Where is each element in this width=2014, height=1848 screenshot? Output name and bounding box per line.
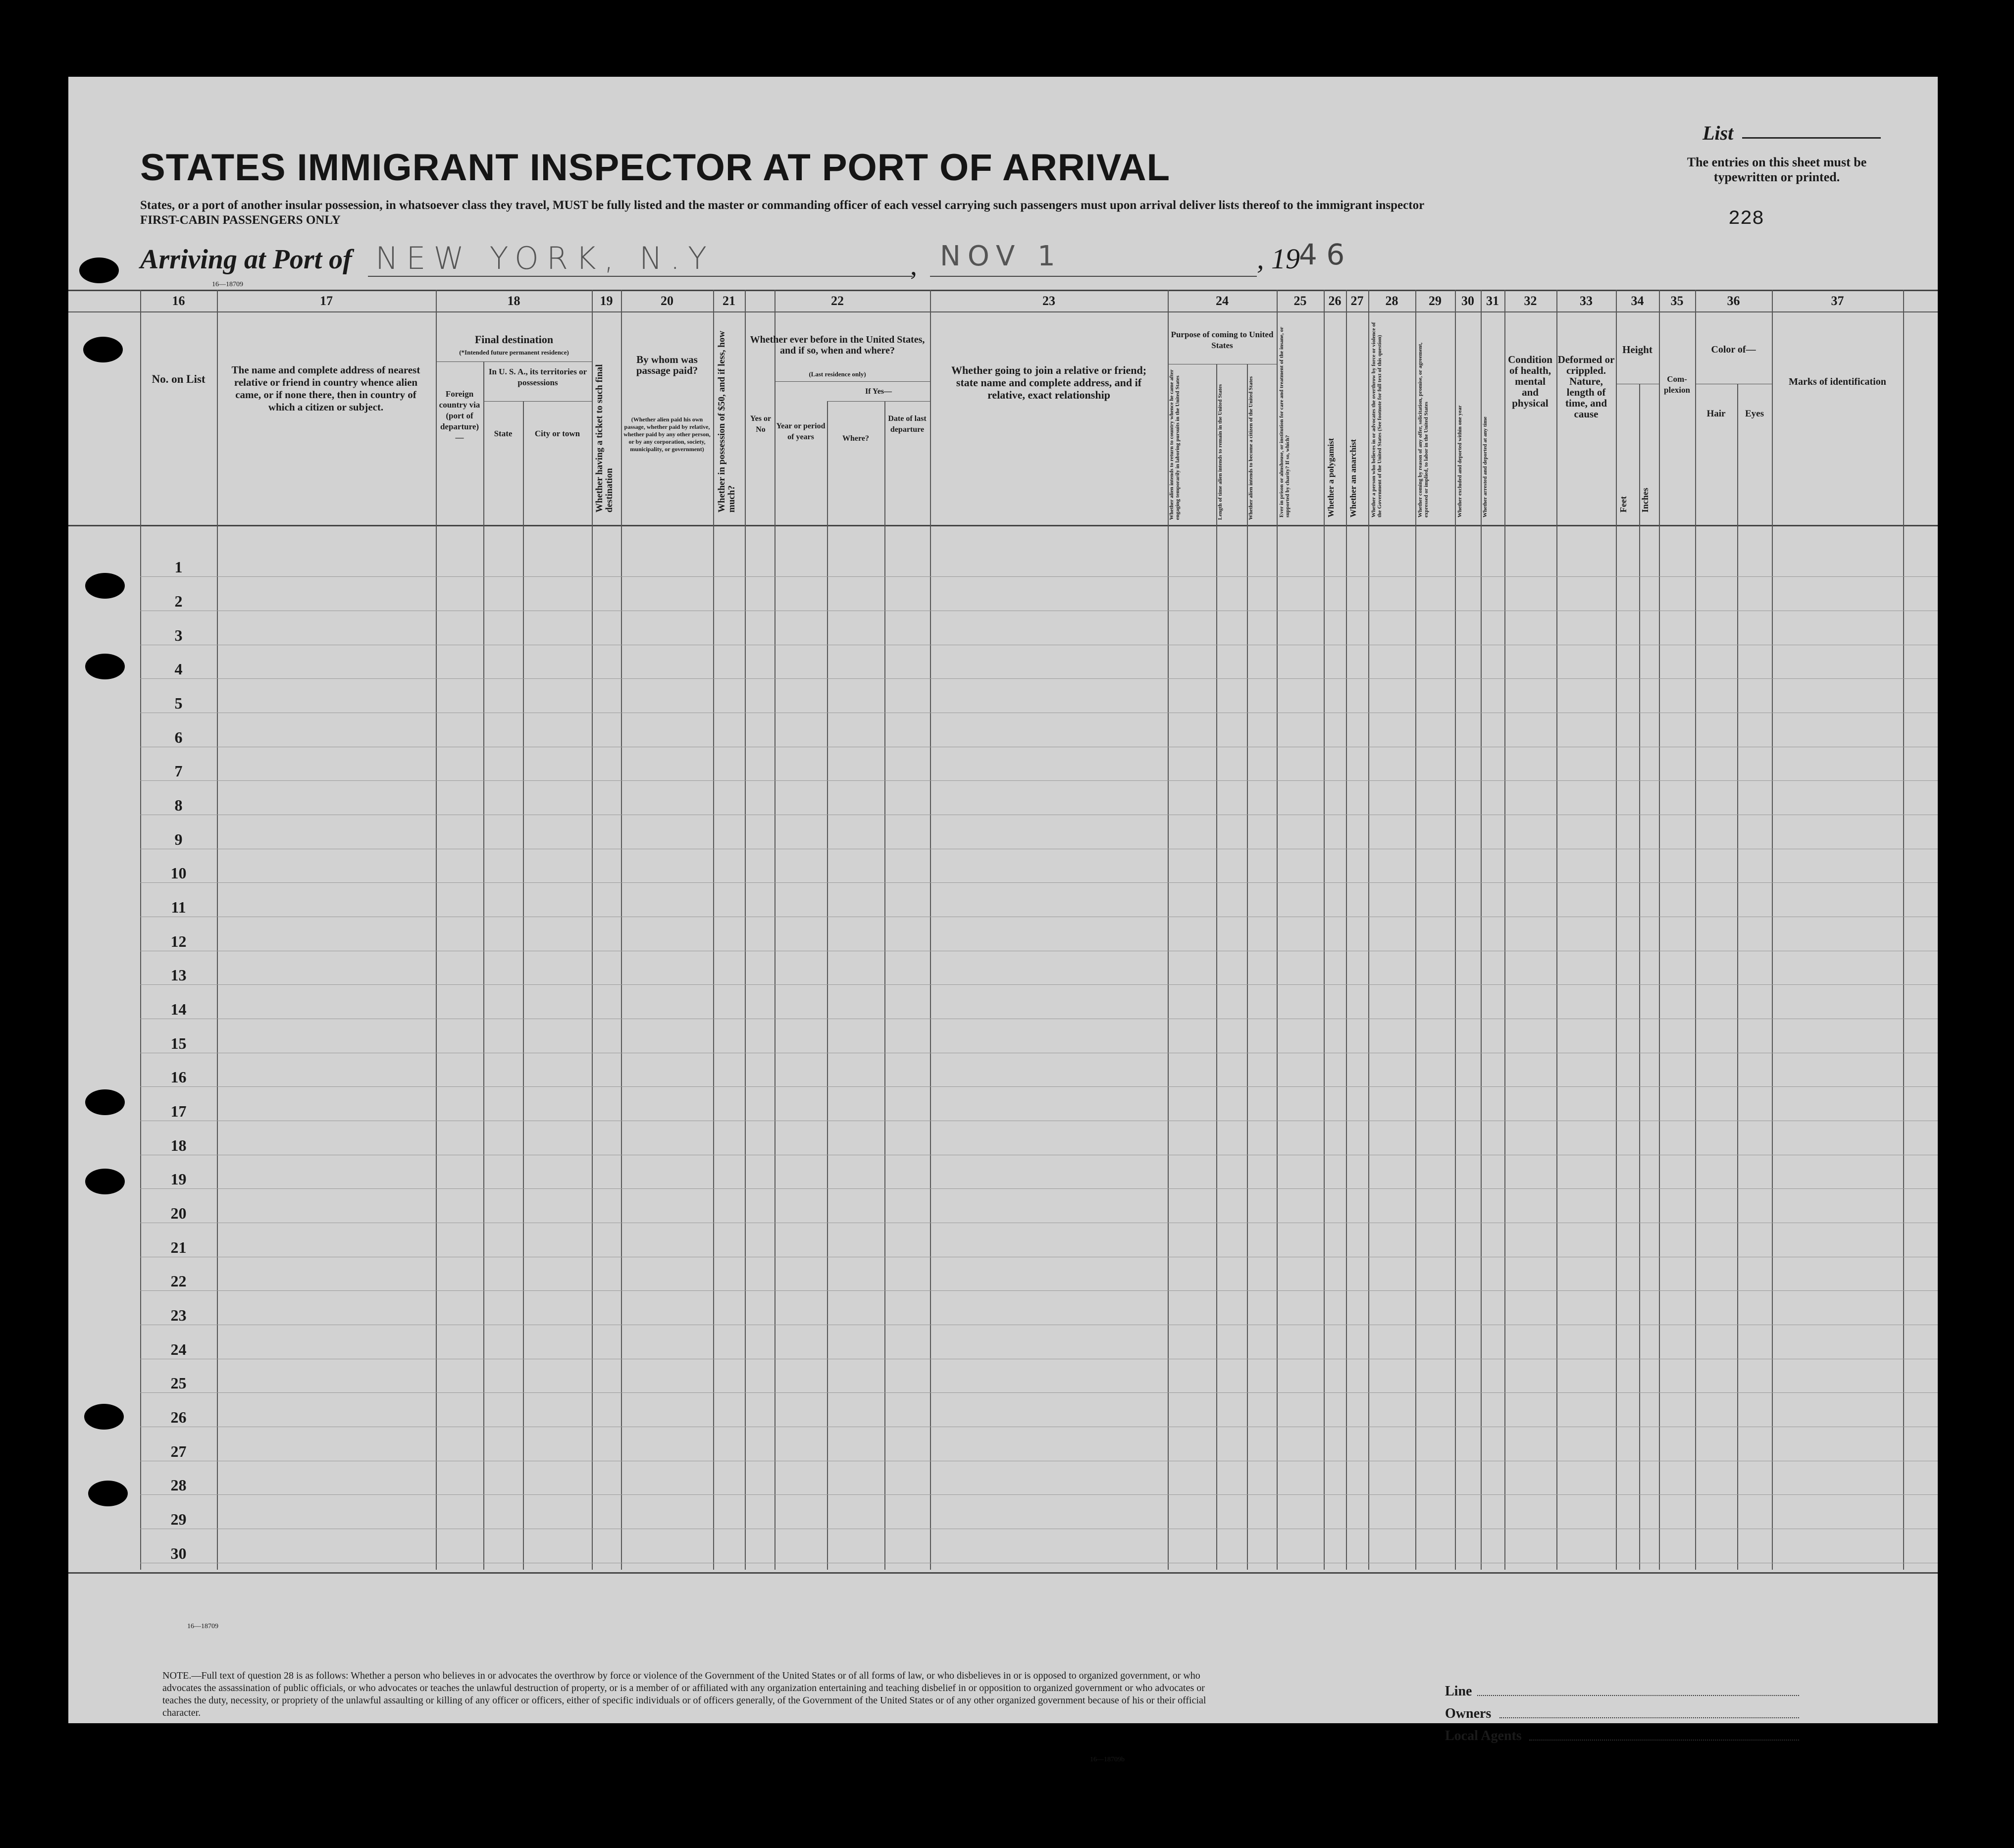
header-foreign-country: Foreign country via (port of departure)— [439, 389, 480, 442]
row-number: 2 [174, 592, 183, 611]
col-divider [1481, 290, 1482, 1570]
row-number: 10 [170, 864, 187, 882]
header-marks: Marks of identification [1789, 376, 1886, 387]
col-divider [592, 290, 593, 1570]
row-number: 8 [174, 796, 183, 815]
table-top-border [68, 290, 1938, 291]
col-divider [930, 290, 931, 1570]
header-feet: Feet [1618, 496, 1628, 513]
owners-field[interactable] [1499, 1717, 1799, 1718]
arrival-date-value[interactable]: NOV 1 [940, 240, 1062, 272]
row-number: 6 [174, 728, 183, 746]
typewritten-note: The entries on this sheet must be typewritten or printed. [1687, 155, 1867, 184]
header-purpose-return: Whether alien intends to return to country whence he came after engaging temporarily in laboring pursuits in the United States [1169, 369, 1181, 520]
subheader-divider [436, 361, 592, 362]
local-agents-label: Local Agents [1445, 1728, 1522, 1744]
header-final-destination: Final destination [474, 333, 554, 346]
header-inches: Inches [1640, 487, 1650, 513]
header-purpose-length: Length of time alien intends to remain in the United States [1217, 384, 1223, 520]
header-prison: Ever in prison or almshouse, or institution for care and treatment of the insane, or supported by charity? If so, which? [1279, 327, 1291, 517]
col-divider [1277, 290, 1278, 1570]
header-anarchist: Whether an anarchist [1348, 439, 1358, 517]
header-year-period: Year or period of years [776, 422, 826, 441]
subheader-divider [827, 401, 930, 402]
header-ever-before-sub: (Last residence only) [809, 370, 866, 378]
col-number-20: 20 [661, 294, 673, 308]
col-number-32: 32 [1524, 294, 1537, 308]
header-passage-paid: By whom was passage paid? [636, 354, 698, 376]
header-purpose-citizen: Whether alien intends to become a citizen of the United States [1248, 376, 1254, 520]
header-date-departure: Date of last departure [888, 414, 927, 434]
owners-label: Owners [1445, 1706, 1492, 1721]
form-code: 16—18709 [187, 1623, 218, 1630]
manifest-sheet [68, 77, 1938, 1763]
header-state: State [494, 429, 513, 438]
header-height: Height [1622, 344, 1653, 356]
row-number: 3 [174, 626, 183, 644]
col-number-28: 28 [1385, 294, 1398, 308]
row-number: 25 [170, 1374, 187, 1392]
port-underline [368, 276, 913, 277]
row-number: 14 [170, 1000, 187, 1019]
row-number: 18 [170, 1136, 187, 1154]
punch-hole [85, 1169, 125, 1194]
header-health: Condition of health, mental and physical [1508, 354, 1552, 409]
col-divider [1772, 290, 1773, 1570]
col-divider [745, 290, 746, 1570]
header-ever-before: Whether ever before in the United States, and if so, when and where? [750, 334, 925, 356]
header-bottom-border [68, 525, 1938, 526]
header-final-destination-sub: (*Intended future permanent residence) [459, 349, 569, 356]
header-color-of: Color of— [1711, 344, 1756, 355]
header-no-on-list: No. on List [152, 373, 206, 385]
subtitle-line-1: States, or a port of another insular possession, in whatsoever class they travel, MUST be fully listed and the master or commanding officer of each vessel carrying such passengers must upon arrival deliver lists thereof to the immigrant inspector [140, 199, 1425, 212]
row-number: 1 [174, 558, 183, 576]
col-number-24: 24 [1216, 294, 1229, 308]
date-underline [930, 276, 1257, 277]
row-number: 20 [170, 1204, 187, 1223]
list-label: List [1703, 122, 1734, 144]
header-ticket: Whether having a ticket to such final destination [594, 364, 615, 513]
table-row[interactable] [140, 1392, 1938, 1393]
col-divider [621, 290, 622, 1570]
row-number: 7 [174, 762, 183, 780]
header-nearest-relative: The name and complete address of nearest relative or friend in country whence alien came, or if none there, then in country of which a citizen or subject. [231, 364, 420, 413]
table-row[interactable] [140, 1494, 1938, 1495]
col-divider [1346, 290, 1347, 1570]
punch-hole [79, 257, 119, 283]
col-divider [1504, 290, 1505, 1570]
header-in-usa: In U. S. A., its territories or possessions [488, 367, 587, 387]
row-number: 28 [170, 1476, 187, 1494]
header-hair: Hair [1706, 409, 1726, 419]
col-number-26: 26 [1328, 294, 1342, 308]
col-divider [1368, 290, 1369, 1570]
comma-separator: , [910, 251, 917, 281]
row-number: 17 [170, 1102, 187, 1121]
header-labor-offer: Whether coming by reason of any offer, solicitation, promise, or agreement, expressed or implied, to labor in the United States [1417, 343, 1429, 517]
header-polygamist: Whether a polygamist [1326, 438, 1336, 517]
col-number-27: 27 [1350, 294, 1364, 308]
col-number-21: 21 [723, 294, 735, 308]
header-where: Where? [842, 434, 869, 443]
header-deformed: Deformed or crippled. Nature, length of time, and cause [1557, 354, 1615, 420]
year-value[interactable]: 4 6 [1299, 238, 1345, 271]
header-arrested: Whether arrested and deported at any time [1482, 416, 1488, 517]
table-row[interactable] [140, 1290, 1938, 1291]
punch-hole [85, 573, 125, 599]
header-join-relative: Whether going to join a relative or friend; state name and complete address, and if relative, exact relationship [951, 364, 1147, 401]
row-number: 16 [170, 1068, 187, 1086]
row-number: 12 [170, 932, 187, 950]
punch-hole [83, 337, 123, 362]
table-row[interactable] [140, 576, 1938, 577]
col-number-35: 35 [1670, 294, 1684, 308]
row-number: 15 [170, 1034, 187, 1052]
header-city-or-town: City or town [534, 429, 580, 438]
row-number: 30 [170, 1544, 187, 1562]
col-divider [1737, 384, 1738, 1570]
row-number: 27 [170, 1442, 187, 1460]
table-row[interactable] [140, 882, 1938, 883]
table-row[interactable] [140, 1086, 1938, 1087]
subtitle [140, 198, 1725, 228]
row-number: 9 [174, 830, 183, 848]
col-divider [1903, 290, 1904, 1570]
col-number-34: 34 [1631, 294, 1644, 308]
col-divider [1324, 290, 1325, 1570]
col-number-18: 18 [507, 294, 520, 308]
header-overthrow: Whether a person who believes in or advocates the overthrow by force or violence of the Government of the United States (See footnote for full text of this question) [1371, 322, 1383, 517]
col-divider [1455, 290, 1456, 1570]
col-number-31: 31 [1486, 294, 1499, 308]
col-divider [1216, 364, 1217, 1570]
col-divider [1247, 364, 1248, 1570]
col-number-37: 37 [1831, 294, 1844, 308]
col-divider [483, 361, 484, 1570]
line-label: Line [1445, 1684, 1472, 1699]
form-code: 16—18709 [212, 281, 243, 288]
footnote-question-28: NOTE.—Full text of question 28 is as follows: Whether a person who believes in or advocates the overthrow by force or violence of the Government of the United States or of all forms of law, or who disbelieves in or is opposed to organized government, or who advocates the assassination of public officials, or who advocates or teaches the unlawful destruction of property, or is a member of or affiliated with any organization entertaining and teaching disbelief in or opposition to organized government or who advocates or teaches the duty, necessity, or propriety of the unlawful assaulting or killing of any officer or officers, either of specific individuals or of officers generally, of the Government of the United States or of any other organized government because of his or their official character. [162, 1670, 1206, 1718]
header-passage-paid-sub: (Whether alien paid his own passage, whether paid by relative, whether paid by any other person, or by any corporation, society, municipality, or government) [623, 416, 711, 453]
row-number: 29 [170, 1510, 187, 1529]
row-number: 13 [170, 966, 187, 984]
manifest-table [68, 290, 1938, 1570]
subheader-divider [483, 401, 592, 402]
row-number: 26 [170, 1408, 187, 1427]
col-divider [1695, 290, 1696, 1570]
subtitle-line-2: FIRST-CABIN PASSENGERS ONLY [140, 213, 341, 227]
table-row[interactable] [140, 780, 1938, 781]
line-field[interactable] [1477, 1695, 1799, 1696]
col-number-19: 19 [600, 294, 613, 308]
col-number-16: 16 [172, 294, 185, 308]
col-divider [1616, 290, 1617, 1570]
column-number-divider [68, 311, 1938, 312]
header-excluded: Whether excluded and deported within one year [1457, 405, 1463, 517]
col-number-29: 29 [1429, 294, 1442, 308]
col-divider [713, 290, 714, 1570]
row-number: 5 [174, 694, 183, 713]
col-number-22: 22 [831, 294, 844, 308]
row-number: 4 [174, 660, 183, 678]
row-number: 19 [170, 1170, 187, 1188]
header-fifty-dollars: Whether in possession of $50, and if less, how much? [717, 330, 737, 513]
col-divider [1659, 290, 1660, 1570]
local-agents-field[interactable] [1529, 1740, 1799, 1741]
punch-hole [84, 1404, 124, 1430]
punch-hole [85, 1089, 125, 1115]
header-if-yes: If Yes— [865, 387, 892, 396]
subheader-divider [775, 381, 930, 382]
col-divider [1556, 290, 1557, 1570]
table-row[interactable] [140, 1188, 1938, 1189]
punch-hole [85, 654, 125, 679]
col-divider [217, 290, 218, 1570]
row-number: 21 [170, 1238, 187, 1256]
col-number-17: 17 [320, 294, 333, 308]
row-number: 11 [171, 898, 186, 917]
header-complexion: Com-plexion [1664, 374, 1690, 395]
col-number-23: 23 [1042, 294, 1055, 308]
arriving-port-value[interactable]: NEW YORK, N.Y [375, 240, 715, 276]
table-row[interactable] [140, 678, 1938, 679]
list-number-field[interactable] [1742, 137, 1881, 139]
arriving-port-label: Arriving at Port of [140, 244, 352, 275]
form-code: 16—18709b [1090, 1756, 1125, 1763]
table-bottom-border [68, 1572, 1938, 1574]
row-number: 24 [170, 1340, 187, 1358]
page-number: 228 [1728, 208, 1764, 230]
page-title: STATES IMMIGRANT INSPECTOR AT PORT OF ARRIVAL [140, 147, 1171, 189]
year-prefix: , 19 [1257, 243, 1300, 275]
col-number-25: 25 [1293, 294, 1307, 308]
punch-hole [88, 1481, 128, 1506]
row-number: 23 [170, 1306, 187, 1325]
col-divider [436, 290, 437, 1570]
col-number-33: 33 [1580, 294, 1593, 308]
col-divider [1639, 384, 1640, 1570]
table-row[interactable] [140, 984, 1938, 985]
header-yes-no: Yes or No [750, 414, 772, 434]
col-divider [1415, 290, 1416, 1570]
col-number-30: 30 [1461, 294, 1474, 308]
col-number-36: 36 [1727, 294, 1740, 308]
header-eyes: Eyes [1745, 409, 1764, 419]
row-number: 22 [170, 1272, 187, 1290]
header-purpose: Purpose of coming to United States [1171, 330, 1274, 350]
